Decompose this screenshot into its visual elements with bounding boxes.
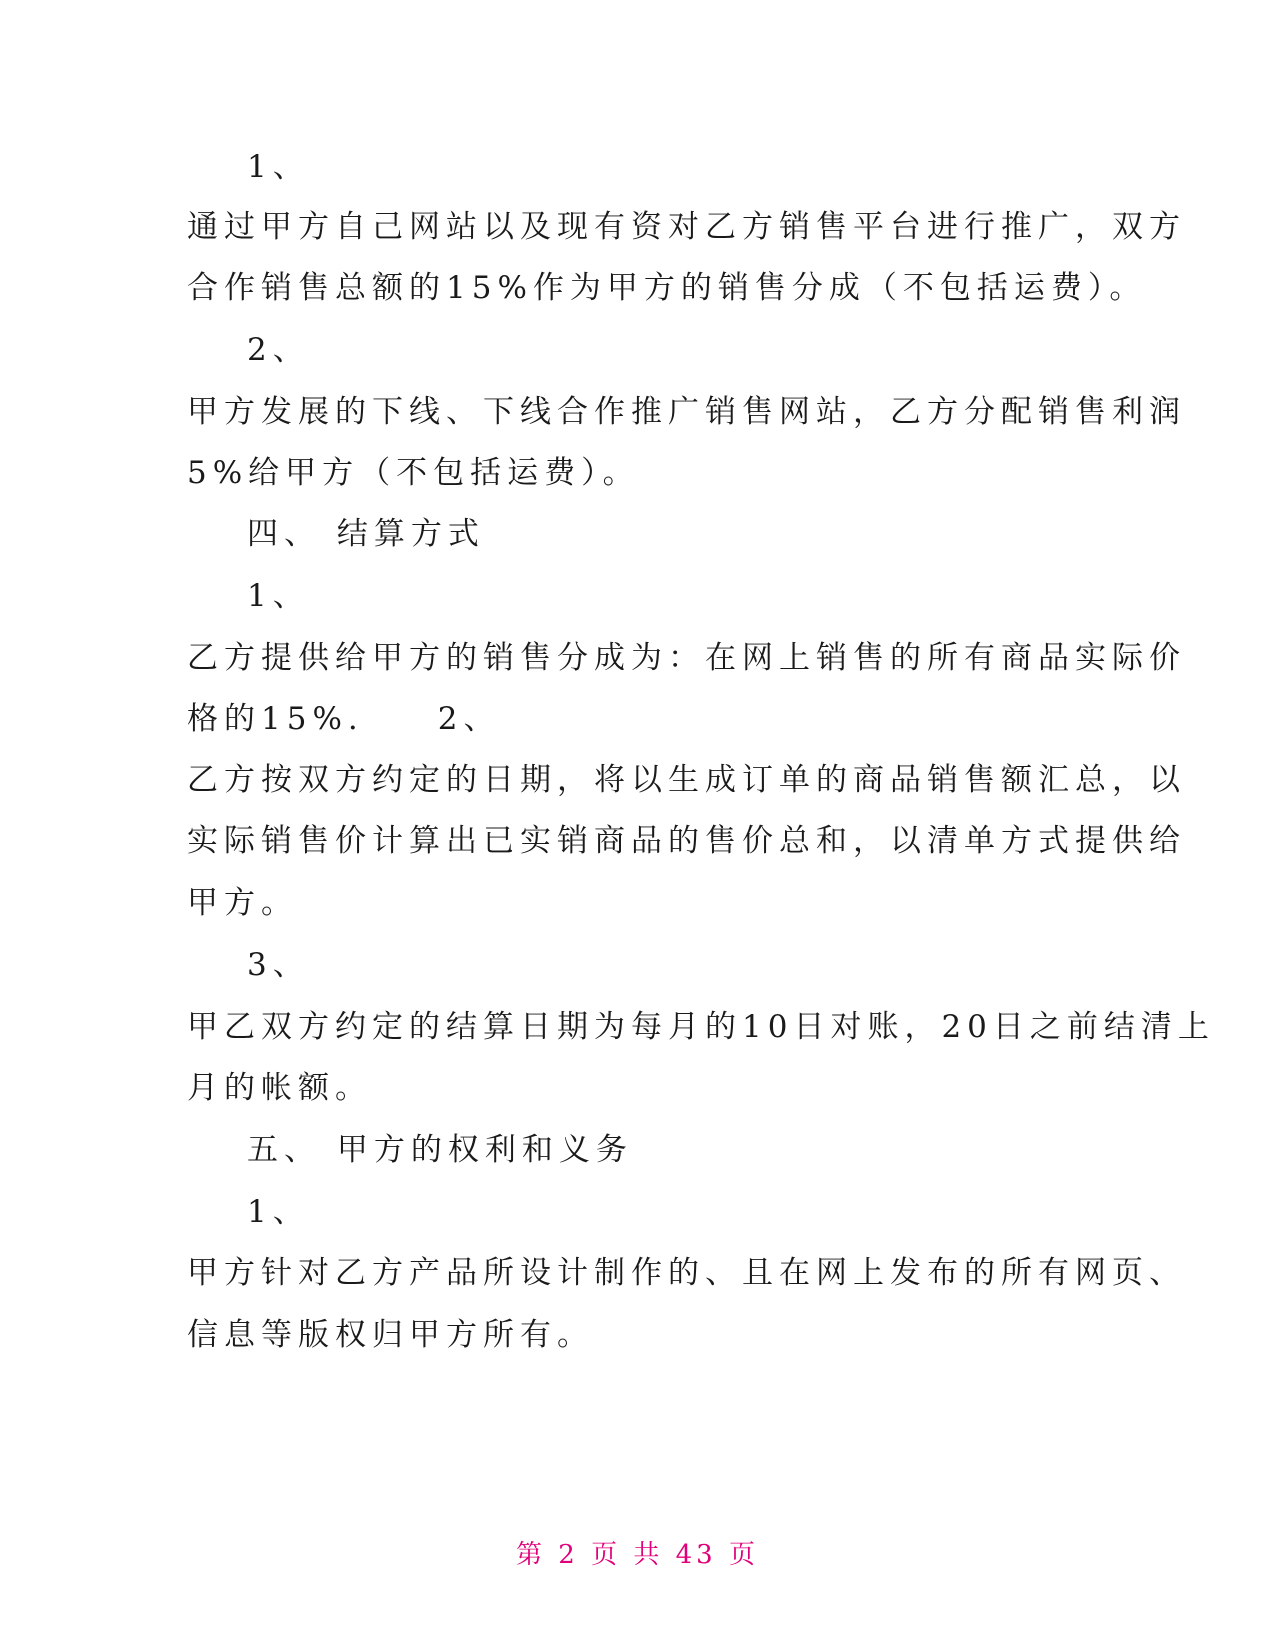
paragraph-line: 格的15%. 2、 (187, 701, 501, 737)
paragraph-line: 月的帐额。 (187, 1070, 372, 1106)
paragraph-line: 甲方。 (187, 885, 298, 921)
clause-number: 1、 (247, 149, 310, 185)
clause-number: 1、 (247, 578, 310, 614)
paragraph-line: 合作销售总额的15%作为甲方的销售分成（不包括运费）。 (187, 270, 1147, 306)
paragraph-line: 乙方提供给甲方的销售分成为：在网上销售的所有商品实际价 (187, 640, 1186, 676)
page-number-footer: 第 2 页 共 43 页 (516, 1540, 759, 1570)
section-heading: 四、 结算方式 (247, 516, 485, 552)
paragraph-line: 通过甲方自己网站以及现有资对乙方销售平台进行推广，双方 (187, 209, 1186, 245)
paragraph-line: 甲乙双方约定的结算日期为每月的10日对账，20日之前结清上 (187, 1009, 1215, 1045)
paragraph-line: 甲方针对乙方产品所设计制作的、且在网上发布的所有网页、 (187, 1255, 1186, 1291)
clause-number: 1、 (247, 1194, 310, 1230)
paragraph-line: 乙方按双方约定的日期，将以生成订单的商品销售额汇总，以 (187, 762, 1186, 798)
clause-number: 2、 (247, 332, 310, 368)
paragraph-line: 甲方发展的下线、下线合作推广销售网站，乙方分配销售利润 (187, 394, 1186, 430)
paragraph-line: 5%给甲方（不包括运费）。 (187, 455, 640, 491)
paragraph-line: 信息等版权归甲方所有。 (187, 1317, 594, 1353)
clause-number: 3、 (247, 947, 310, 983)
section-heading: 五、 甲方的权利和义务 (247, 1132, 633, 1168)
paragraph-line: 实际销售价计算出已实销商品的售价总和，以清单方式提供给 (187, 823, 1186, 859)
